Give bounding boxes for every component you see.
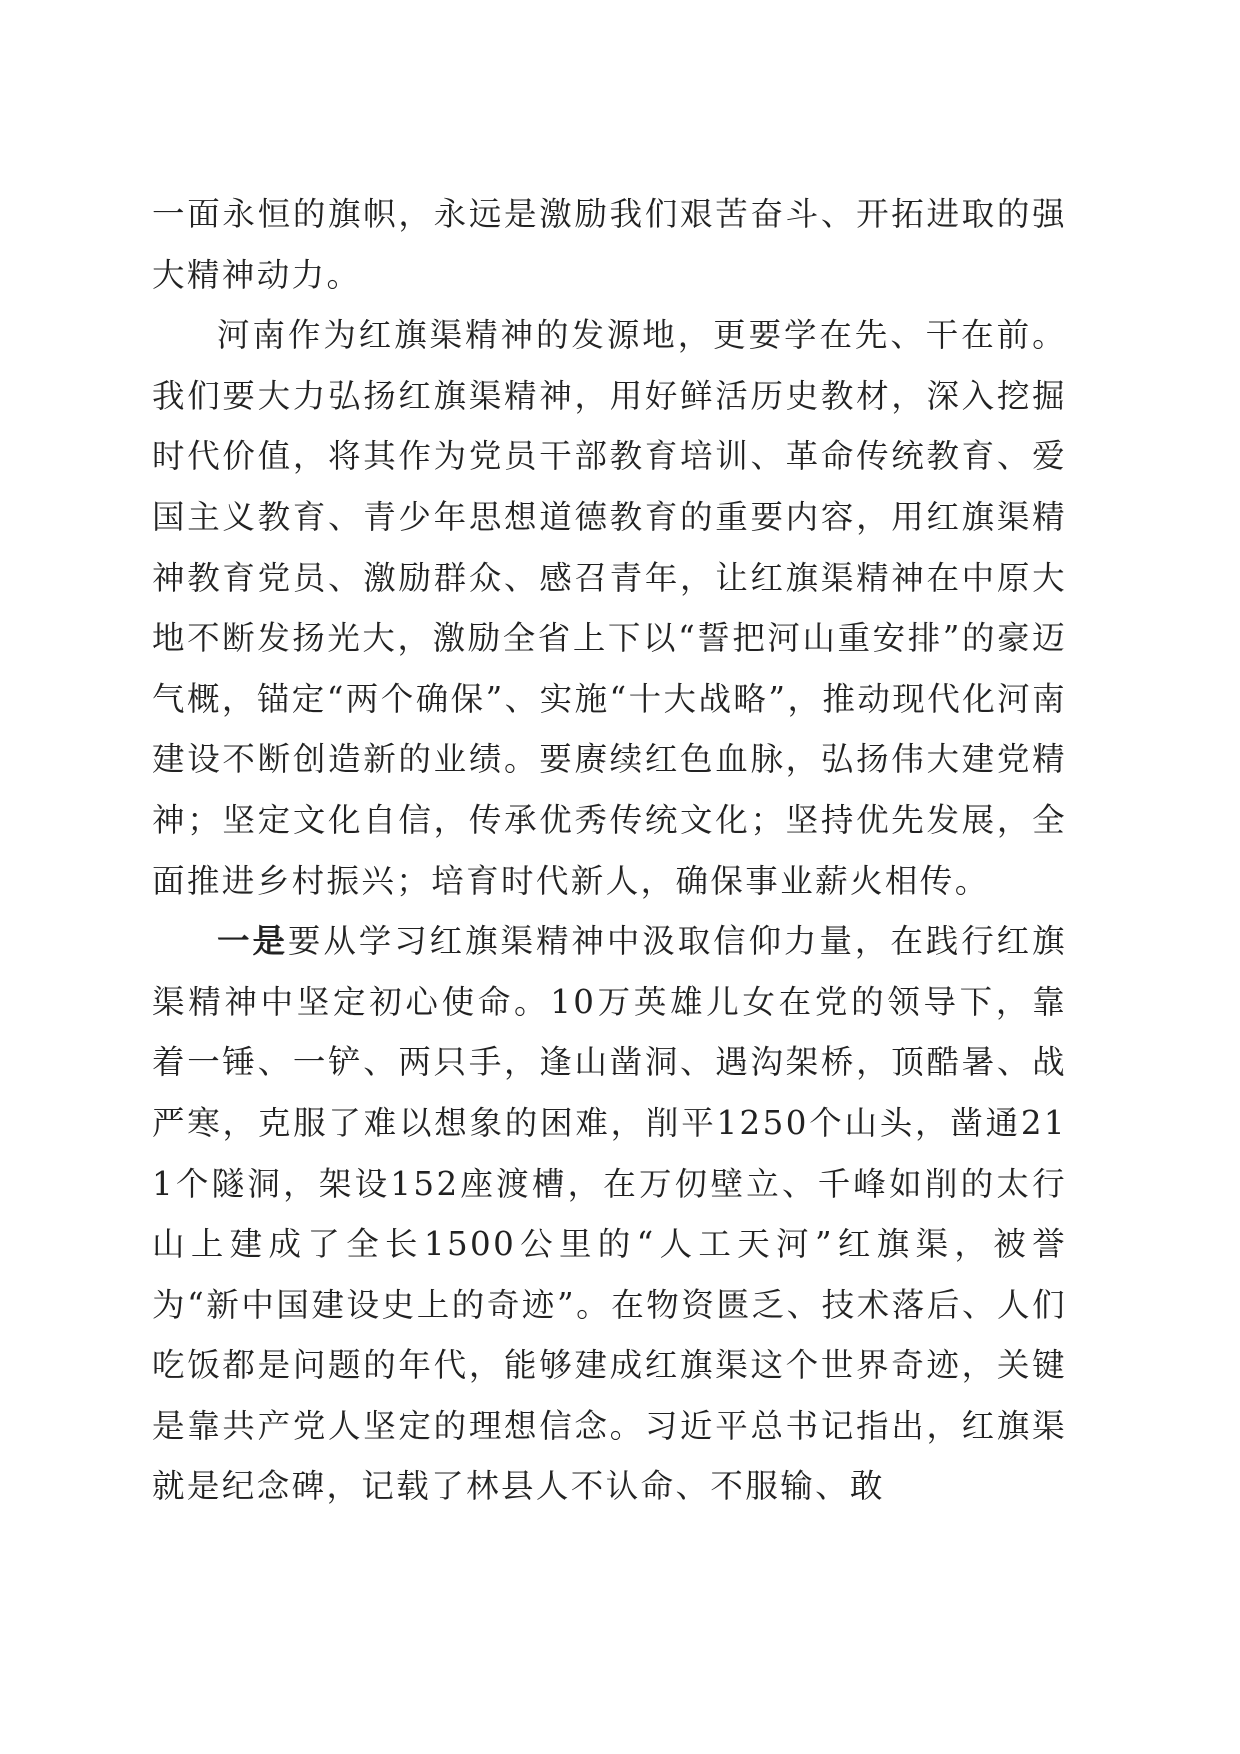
paragraph-3-lead: 一是 — [217, 921, 288, 961]
paragraph-3-text: 要从学习红旗渠精神中汲取信仰力量，在践行红旗渠精神中坚定初心使命。10万英雄儿女在党的领导下，靠着一锤、一铲、两只手，逢山凿洞、遇沟架桥，顶酷暑、战严寒，克服了难以想象的困难，削平1250个山头，凿通211个隧洞，架设152座渡槽，在万仞壁立、千峰如削的太行山上建成了全长1500公里的“人工天河”红旗渠，被誉为“新中国建设史上的奇迹”。在物资匮乏、技术落后、人们吃饭都是问题的年代，能够建成红旗渠这个世界奇迹，关键是靠共产党人坚定的理想信念。习近平总书记指出，红旗渠就是纪念碑，记载了林县人不认命、不服输、敢 — [152, 922, 1067, 1506]
paragraph-3 — [152, 911, 1067, 1517]
paragraph-1: 一面永恒的旗帜，永远是激励我们艰苦奋斗、开拓进取的强大精神动力。 — [152, 195, 1067, 294]
paragraph-2: 河南作为红旗渠精神的发源地，更要学在先、干在前。我们要大力弘扬红旗渠精神，用好鲜活历史教材，深入挖掘时代价值，将其作为党员干部教育培训、革命传统教育、爱国主义教育、青少年思想道德教育的重要内容，用红旗渠精神教育党员、激励群众、感召青年，让红旗渠精神在中原大地不断发扬光大，激励全省上下以“誓把河山重安排”的豪迈气概，锚定“两个确保”、实施“十大战略”，推动现代化河南建设不断创造新的业绩。要赓续红色血脉，弘扬伟大建党精神；坚定文化自信，传承优秀传统文化；坚持优先发展，全面推进乡村振兴；培育时代新人，确保事业薪火相传。 — [152, 316, 1067, 900]
body-text — [152, 184, 1067, 1517]
